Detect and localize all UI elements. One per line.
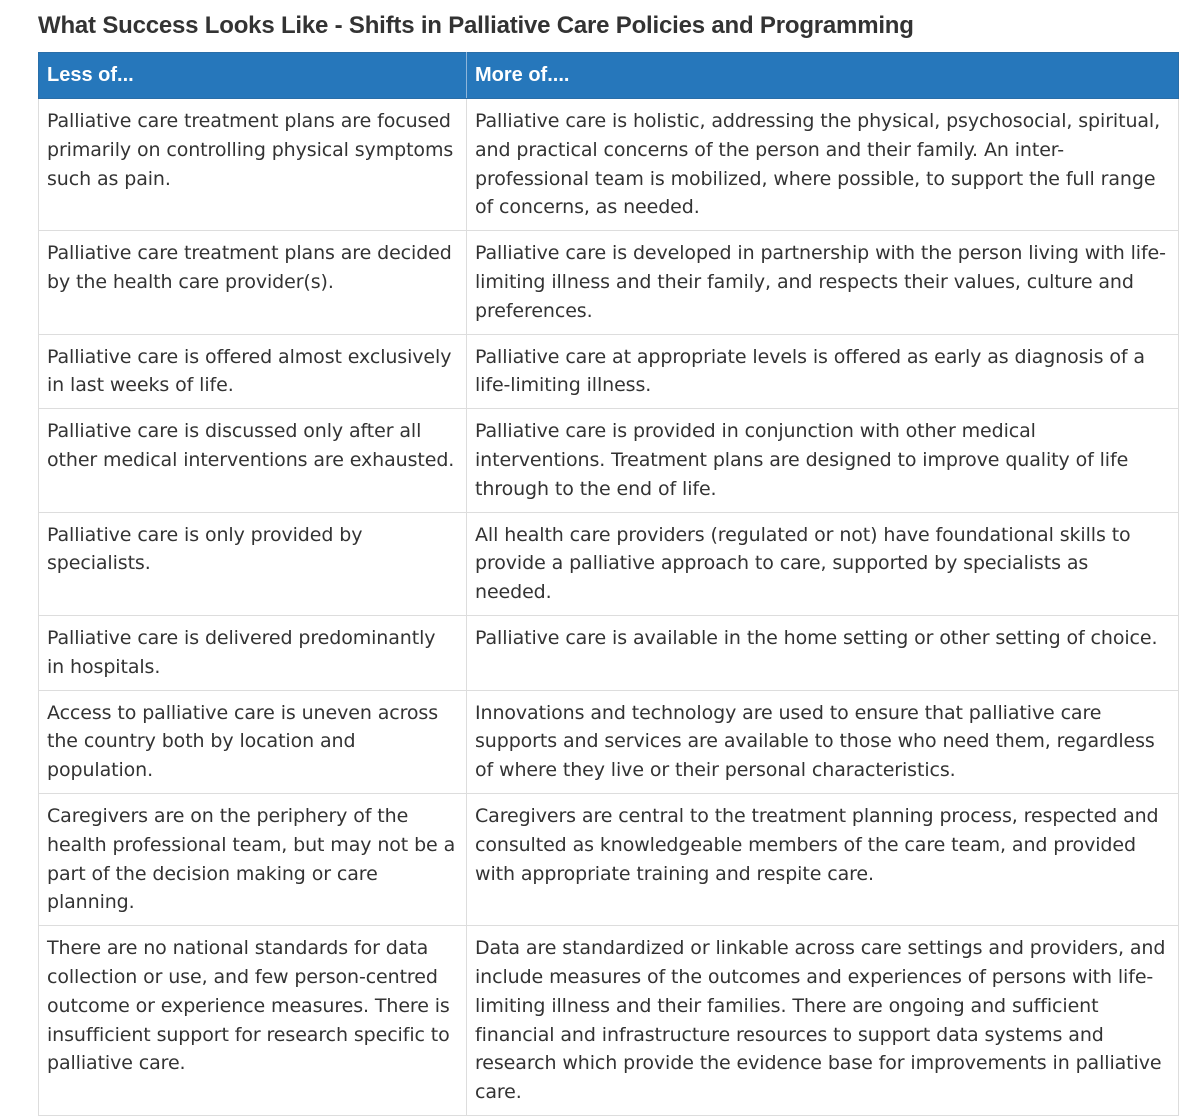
- cell-more-of: Innovations and technology are used to ensure that palliative care supports and services are available to those who need them, regardless of where they live or their personal characteristics.: [467, 690, 1179, 793]
- cell-more-of: Caregivers are central to the treatment planning process, respected and consulted as knowledgeable members of the care team, and provided with appropriate training and respite care.: [467, 793, 1179, 925]
- cell-more-of: Palliative care is available in the home setting or other setting of choice.: [467, 615, 1179, 690]
- column-header-more-of: More of....: [467, 53, 1179, 99]
- table-row: [39, 99, 1179, 231]
- cell-less-of: Palliative care is offered almost exclusively in last weeks of life.: [39, 334, 467, 409]
- page-title: What Success Looks Like - Shifts in Palliative Care Policies and Programming: [38, 12, 914, 39]
- cell-more-of: Palliative care is holistic, addressing the physical, psychosocial, spiritual, and practical concerns of the person and their family. An inter-professional team is mobilized, where possible, to support the full range of concerns, as needed.: [467, 99, 1179, 231]
- table-row: [39, 409, 1179, 512]
- column-header-less-of: Less of...: [39, 53, 467, 99]
- cell-more-of: Palliative care is developed in partnership with the person living with life-limiting illness and their family, and respects their values, culture and preferences.: [467, 231, 1179, 334]
- cell-more-of: Data are standardized or linkable across care settings and providers, and include measures of the outcomes and experiences of persons with life-limiting illness and their families. There are ongoing and sufficient financial and infrastructure resources to support data systems and research which provide the evidence base for improvements in palliative care.: [467, 926, 1179, 1116]
- cell-more-of: All health care providers (regulated or not) have foundational skills to provide a palliative approach to care, supported by specialists as needed.: [467, 512, 1179, 615]
- cell-less-of: There are no national standards for data collection or use, and few person-centred outcome or experience measures. There is insufficient support for research specific to palliative care.: [39, 926, 467, 1116]
- table-header-row: [39, 53, 1179, 99]
- table-row: [39, 334, 1179, 409]
- cell-more-of: Palliative care at appropriate levels is offered as early as diagnosis of a life-limiting illness.: [467, 334, 1179, 409]
- table-row: [39, 793, 1179, 925]
- table-row: [39, 690, 1179, 793]
- cell-less-of: Palliative care is only provided by specialists.: [39, 512, 467, 615]
- table-row: [39, 231, 1179, 334]
- cell-less-of: Palliative care treatment plans are focused primarily on controlling physical symptoms such as pain.: [39, 99, 467, 231]
- cell-less-of: Palliative care is discussed only after all other medical interventions are exhausted.: [39, 409, 467, 512]
- cell-less-of: Access to palliative care is uneven across the country both by location and population.: [39, 690, 467, 793]
- cell-less-of: Palliative care treatment plans are decided by the health care provider(s).: [39, 231, 467, 334]
- cell-less-of: Palliative care is delivered predominantly in hospitals.: [39, 615, 467, 690]
- table-row: [39, 512, 1179, 615]
- table-row: [39, 615, 1179, 690]
- table-row: [39, 926, 1179, 1116]
- cell-less-of: Caregivers are on the periphery of the health professional team, but may not be a part of the decision making or care planning.: [39, 793, 467, 925]
- shifts-table: [38, 52, 1179, 1116]
- cell-more-of: Palliative care is provided in conjunction with other medical interventions. Treatment plans are designed to improve quality of life through to the end of life.: [467, 409, 1179, 512]
